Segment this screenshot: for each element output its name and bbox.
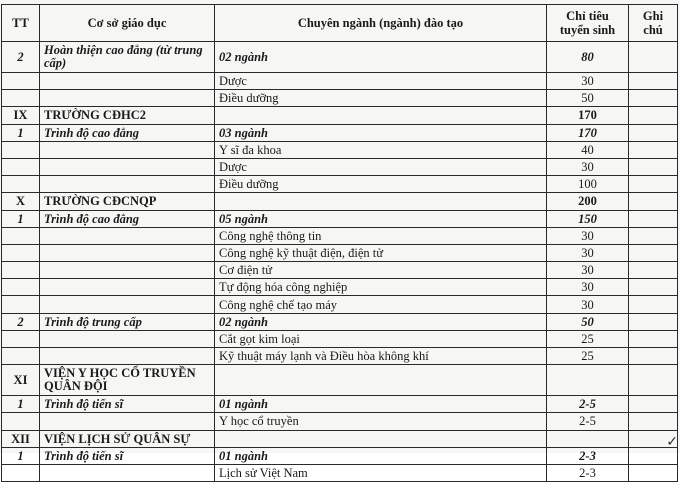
cell-note: [629, 193, 678, 210]
cell-major: Lịch sử Việt Nam: [215, 464, 547, 481]
cell-facility: Trình độ trung cấp: [40, 313, 215, 330]
cell-facility: [40, 73, 215, 90]
cell-tt: IX: [2, 107, 40, 124]
cell-note: [629, 313, 678, 330]
cell-major: 05 ngành: [215, 210, 547, 227]
cell-note: [629, 330, 678, 347]
cell-facility: Trình độ tiến sĩ: [40, 447, 215, 464]
table-row: [2, 73, 678, 90]
cell-tt: XI: [2, 365, 40, 396]
cell-quota: 30: [547, 73, 629, 90]
cell-quota: 30: [547, 227, 629, 244]
table-row: [2, 42, 678, 73]
cell-major: [215, 193, 547, 210]
table-row: [2, 330, 678, 347]
cell-note: [629, 227, 678, 244]
cell-major: 02 ngành: [215, 313, 547, 330]
cell-facility: Trình độ cao đẳng: [40, 124, 215, 141]
cell-major: Tự động hóa công nghiệp: [215, 279, 547, 296]
cell-facility: [40, 413, 215, 430]
cell-tt: [2, 90, 40, 107]
cell-tt: [2, 413, 40, 430]
cell-facility: [40, 348, 215, 365]
cell-tt: [2, 176, 40, 193]
cell-tt: [2, 158, 40, 175]
cell-quota: 30: [547, 158, 629, 175]
cell-major: 03 ngành: [215, 124, 547, 141]
table-row: [2, 176, 678, 193]
cell-quota: 30: [547, 262, 629, 279]
cell-major: Y học cổ truyền: [215, 413, 547, 430]
cell-note: [629, 464, 678, 481]
table-row: [2, 158, 678, 175]
cell-tt: [2, 464, 40, 481]
cell-tt: [2, 279, 40, 296]
table-row: [2, 210, 678, 227]
cell-note: [629, 244, 678, 261]
cell-major: 01 ngành: [215, 447, 547, 464]
cell-facility: [40, 141, 215, 158]
cell-quota: [547, 430, 629, 447]
cell-tt: [2, 262, 40, 279]
table-row: [2, 193, 678, 210]
cell-facility: [40, 244, 215, 261]
cell-tt: [2, 141, 40, 158]
cell-note: [629, 176, 678, 193]
cell-note: [629, 413, 678, 430]
cell-major: Điều dưỡng: [215, 176, 547, 193]
cell-major: Kỹ thuật máy lạnh và Điều hòa không khí: [215, 348, 547, 365]
check-mark-icon: ✓: [666, 435, 678, 450]
cell-note: [629, 107, 678, 124]
cell-quota: 170: [547, 124, 629, 141]
cell-quota: 30: [547, 296, 629, 313]
table-header-row: [2, 5, 678, 42]
cell-major: Công nghệ kỹ thuật điện, điện tử: [215, 244, 547, 261]
table-row: [2, 244, 678, 261]
cell-facility: [40, 330, 215, 347]
cell-facility: TRƯỜNG CĐCNQP: [40, 193, 215, 210]
table-row: [2, 124, 678, 141]
header-major: Chuyên ngành (ngành) đào tạo: [215, 5, 547, 42]
cell-tt: 1: [2, 210, 40, 227]
table-row: [2, 447, 678, 464]
cell-major: Cắt gọt kim loại: [215, 330, 547, 347]
cell-tt: [2, 73, 40, 90]
cell-quota: 50: [547, 313, 629, 330]
cell-facility: [40, 279, 215, 296]
cell-tt: 1: [2, 447, 40, 464]
cell-quota: 40: [547, 141, 629, 158]
cell-tt: 1: [2, 396, 40, 413]
table-row: [2, 279, 678, 296]
cell-note: [629, 73, 678, 90]
cell-major: [215, 107, 547, 124]
cell-quota: 170: [547, 107, 629, 124]
cell-tt: [2, 244, 40, 261]
cell-tt: [2, 348, 40, 365]
table-row: [2, 90, 678, 107]
cell-quota: 80: [547, 42, 629, 73]
table-row: [2, 413, 678, 430]
cell-note: [629, 158, 678, 175]
cell-note: [629, 141, 678, 158]
cell-major: Dược: [215, 73, 547, 90]
cell-quota: 25: [547, 348, 629, 365]
cell-major: [215, 430, 547, 447]
cell-major: Dược: [215, 158, 547, 175]
cell-major: Cơ điện tử: [215, 262, 547, 279]
cell-tt: 1: [2, 124, 40, 141]
cell-major: Công nghệ chế tạo máy: [215, 296, 547, 313]
cell-major: 01 ngành: [215, 396, 547, 413]
cell-note: [629, 262, 678, 279]
table-row: [2, 464, 678, 481]
cell-major: 02 ngành: [215, 42, 547, 73]
table-row: [2, 296, 678, 313]
admission-quota-table: [1, 4, 678, 482]
cell-quota: 200: [547, 193, 629, 210]
cell-quota: 150: [547, 210, 629, 227]
header-note: Ghi chú: [629, 5, 678, 42]
cell-quota: 50: [547, 90, 629, 107]
table-row: [2, 430, 678, 447]
table-body: [2, 42, 678, 482]
cell-tt: X: [2, 193, 40, 210]
cell-facility: [40, 227, 215, 244]
table-row: [2, 227, 678, 244]
cell-tt: XII: [2, 430, 40, 447]
cell-note: [629, 42, 678, 73]
cell-quota: 25: [547, 330, 629, 347]
cell-facility: [40, 90, 215, 107]
header-quota: Chỉ tiêu tuyển sinh: [547, 5, 629, 42]
header-facility: Cơ sở giáo dục: [40, 5, 215, 42]
cell-facility: [40, 296, 215, 313]
cell-tt: [2, 330, 40, 347]
cell-quota: 2-5: [547, 396, 629, 413]
cell-note: [629, 396, 678, 413]
cell-tt: [2, 227, 40, 244]
table-row: [2, 348, 678, 365]
cell-quota: 30: [547, 279, 629, 296]
table-row: [2, 141, 678, 158]
table-row: [2, 107, 678, 124]
table-row: [2, 396, 678, 413]
cell-tt: 2: [2, 42, 40, 73]
cell-major: Y sĩ đa khoa: [215, 141, 547, 158]
cell-facility: TRƯỜNG CĐHC2: [40, 107, 215, 124]
cell-quota: 2-5: [547, 413, 629, 430]
cell-note: [629, 348, 678, 365]
cell-facility: Hoàn thiện cao đẳng (từ trung cấp): [40, 42, 215, 73]
cell-facility: Trình độ tiến sĩ: [40, 396, 215, 413]
cell-tt: [2, 296, 40, 313]
header-tt: TT: [2, 5, 40, 42]
cell-quota: 2-3: [547, 464, 629, 481]
cell-facility: [40, 176, 215, 193]
cell-note: [629, 365, 678, 396]
cell-facility: VIỆN LỊCH SỬ QUÂN SỰ: [40, 430, 215, 447]
cell-note: [629, 210, 678, 227]
cell-major: Điều dưỡng: [215, 90, 547, 107]
cell-quota: [547, 365, 629, 396]
cell-facility: Trình độ cao đẳng: [40, 210, 215, 227]
cell-facility: [40, 262, 215, 279]
table-row: [2, 262, 678, 279]
cell-note: [629, 90, 678, 107]
cell-note: [629, 296, 678, 313]
cell-major: [215, 365, 547, 396]
cell-quota: 100: [547, 176, 629, 193]
table-row: [2, 313, 678, 330]
cell-note: [629, 279, 678, 296]
cell-facility: [40, 158, 215, 175]
table-row: [2, 365, 678, 396]
cell-facility: [40, 464, 215, 481]
cell-note: [629, 124, 678, 141]
cell-quota: 30: [547, 244, 629, 261]
cell-facility: VIỆN Y HỌC CỔ TRUYỀN QUÂN ĐỘI: [40, 365, 215, 396]
cell-major: Công nghệ thông tin: [215, 227, 547, 244]
cell-quota: 2-3: [547, 447, 629, 464]
cell-tt: 2: [2, 313, 40, 330]
